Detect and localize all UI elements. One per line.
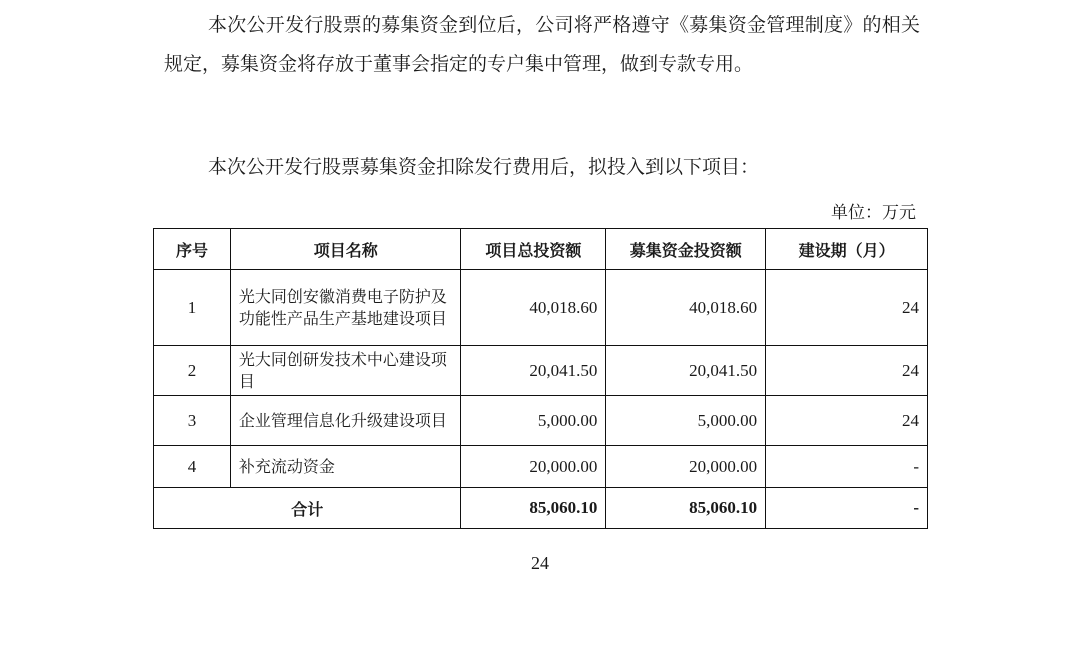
cell-raised: 5,000.00 (606, 396, 766, 446)
cell-no: 3 (154, 396, 231, 446)
table-total-row (154, 488, 928, 529)
cell-project-name: 补充流动资金 (230, 446, 461, 488)
unit-label: 单位：万元 (831, 203, 916, 223)
total-investment: 85,060.10 (461, 488, 606, 529)
header-project-name: 项目名称 (230, 229, 461, 270)
cell-period: - (766, 446, 928, 488)
cell-raised: 40,018.60 (606, 270, 766, 346)
total-label: 合计 (154, 488, 461, 529)
cell-period: 24 (766, 346, 928, 396)
fund-projects-table (153, 228, 928, 529)
table-row (154, 446, 928, 488)
table-row (154, 346, 928, 396)
cell-total: 5,000.00 (461, 396, 606, 446)
paragraph-fund-management: 本次公开发行股票的募集资金到位后，公司将严格遵守《募集资金管理制度》的相关规定，募集资金将存放于董事会指定的专户集中管理，做到专款专用。 (164, 14, 920, 75)
table-row (154, 396, 928, 446)
total-raised: 85,060.10 (606, 488, 766, 529)
cell-no: 1 (154, 270, 231, 346)
cell-period: 24 (766, 396, 928, 446)
cell-total: 20,000.00 (461, 446, 606, 488)
header-construction-period: 建设期（月） (766, 229, 928, 270)
cell-period: 24 (766, 270, 928, 346)
cell-no: 2 (154, 346, 231, 396)
paragraph-fund-usage-intro: 本次公开发行股票募集资金扣除发行费用后，拟投入到以下项目： (208, 156, 760, 178)
cell-project-name: 企业管理信息化升级建设项目 (230, 396, 461, 446)
table-header-row (154, 229, 928, 270)
page-number: 24 (531, 553, 549, 573)
cell-no: 4 (154, 446, 231, 488)
header-total-investment: 项目总投资额 (461, 229, 606, 270)
table-row (154, 270, 928, 346)
total-period: - (766, 488, 928, 529)
header-raised-investment: 募集资金投资额 (606, 229, 766, 270)
header-no: 序号 (154, 229, 231, 270)
cell-project-name: 光大同创研发技术中心建设项目 (230, 346, 461, 396)
cell-raised: 20,041.50 (606, 346, 766, 396)
cell-total: 40,018.60 (461, 270, 606, 346)
cell-raised: 20,000.00 (606, 446, 766, 488)
cell-project-name: 光大同创安徽消费电子防护及功能性产品生产基地建设项目 (230, 270, 461, 346)
cell-total: 20,041.50 (461, 346, 606, 396)
